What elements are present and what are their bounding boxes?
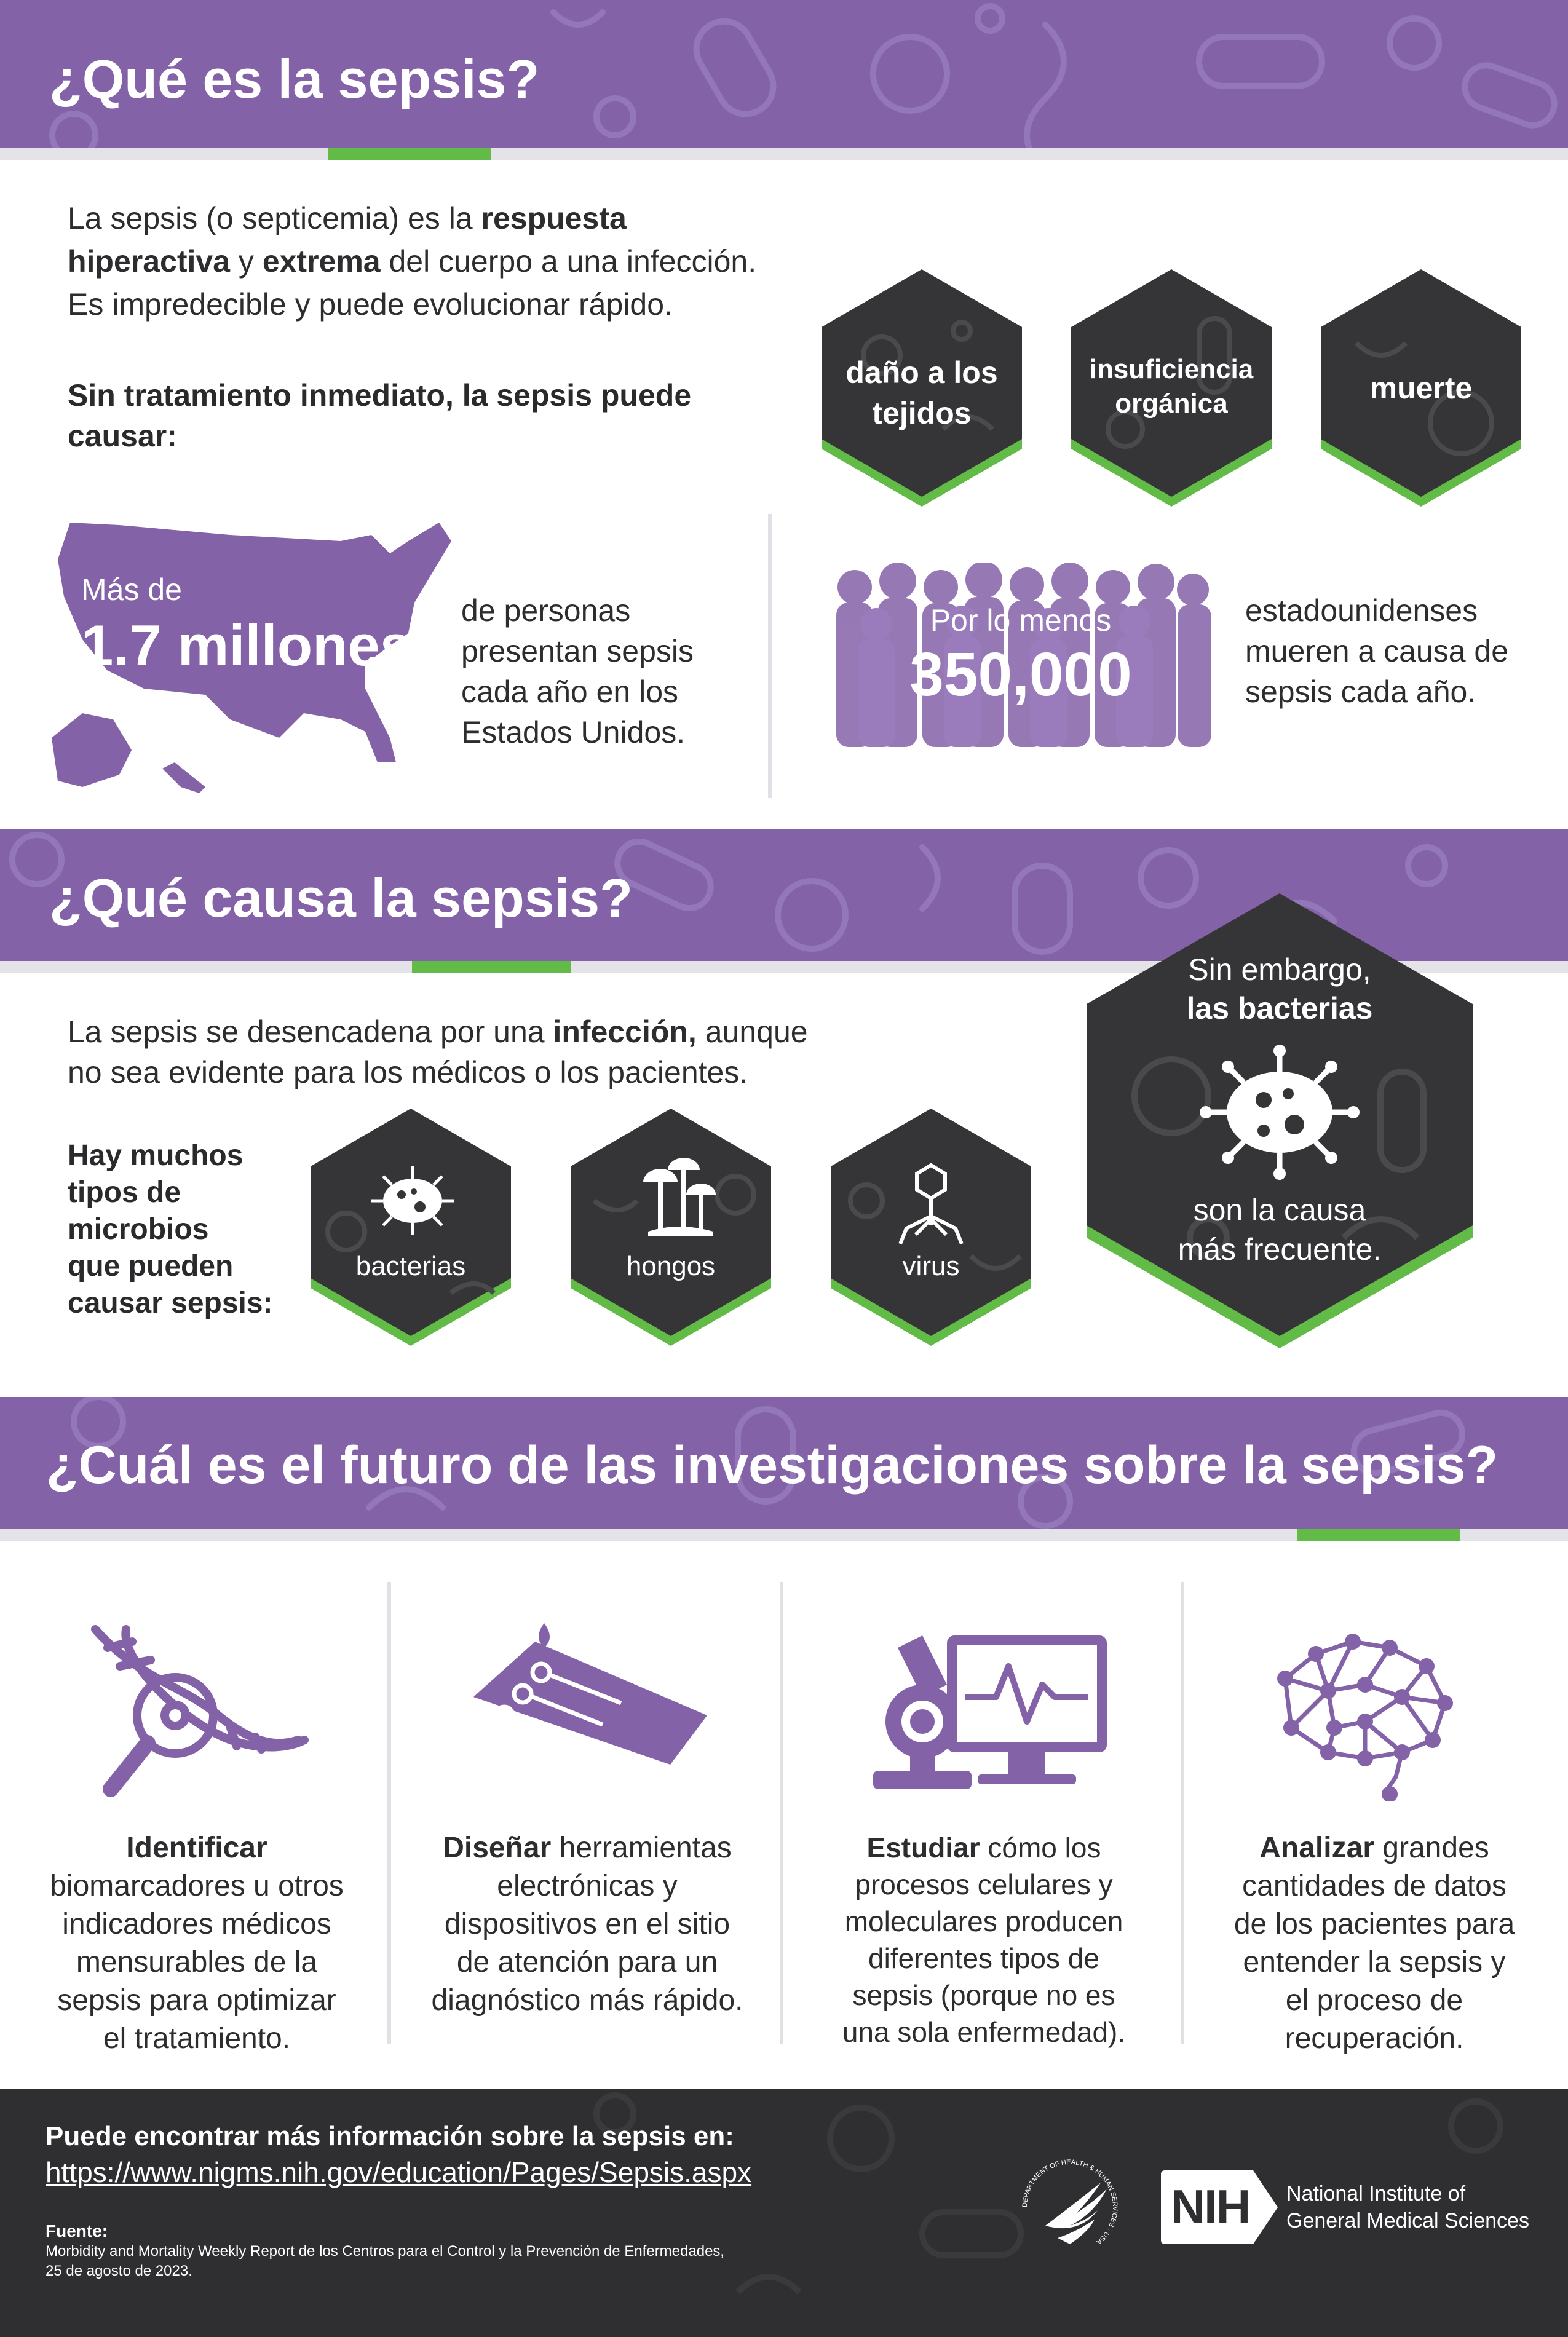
- section1-title: ¿Qué es la sepsis?: [49, 49, 540, 109]
- section1-accent-bar: [328, 148, 491, 160]
- section3-title: ¿Cuál es el futuro de las investigaciones sobre la sepsis?: [46, 1436, 1499, 1495]
- stat-usa-prefix: Más de: [81, 572, 182, 607]
- test-strip-icon: [473, 1623, 707, 1771]
- microbe-hex-bacteria: bacterias: [309, 1109, 512, 1348]
- stat-crowd-description: estadounidenses mueren a causa de sepsis cada año.: [1245, 593, 1509, 709]
- stat-crowd-prefix: Por lo menos: [930, 603, 1112, 638]
- stat-usa-value: 1.7 millones: [81, 613, 413, 678]
- nih-logo: NIH: [1161, 2170, 1278, 2244]
- section2-accent-bar: [412, 961, 571, 973]
- bacteria-icon: [371, 1166, 454, 1235]
- research-col-analyze: Analizar grandes cantidades de datos de los pacientes para entender la sepsis y el proceso de recuperación.: [1233, 1832, 1515, 2055]
- source-label: Fuente:: [46, 2221, 108, 2240]
- section1-strip: [0, 148, 1568, 160]
- footer: [0, 2089, 1568, 2337]
- section3-banner: [0, 1397, 1568, 1529]
- more-info-link[interactable]: https://www.nigms.nih.gov/education/Pages/Sepsis.aspx: [46, 2156, 752, 2188]
- svg-text:DEPARTMENT OF HEALTH & HUMAN S: DEPARTMENT OF HEALTH & HUMAN SERVICES · USA: [1021, 2158, 1119, 2246]
- dna-magnifier-icon: [83, 1623, 311, 1808]
- research-col-study: Estudiar cómo los procesos celulares y moleculares producen diferentes tipos de sepsis (porque no es una sola enfermedad).: [842, 1832, 1126, 2048]
- causes-heading: Sin tratamiento inmediato, la sepsis puede causar:: [68, 378, 692, 453]
- microbe-hex-fungi: hongos: [569, 1109, 772, 1348]
- microbes-heading: Hay muchos tipos de microbios que pueden causar sepsis:: [68, 1139, 273, 1319]
- bacteria-large-icon: [1200, 1045, 1360, 1180]
- section2-title: ¿Qué causa la sepsis?: [49, 868, 633, 928]
- column-divider: [387, 1582, 391, 2044]
- institute-name: National Institute of General Medical Sciences: [1286, 2182, 1529, 2232]
- stat-crowd-value: 350,000: [909, 640, 1132, 709]
- outcome-hex-death: muerte: [1320, 269, 1522, 509]
- section1-intro: La sepsis (o septicemia) es la respuesta hiperactiva y extrema del cuerpo a una infección. Es impredecible y puede evolucionar rápido.: [68, 201, 757, 322]
- section3-accent-bar: [1297, 1529, 1460, 1541]
- research-col-design: Diseñar herramientas electrónicas y dispositivos en el sitio de atención para un diagnóstico más rápido.: [431, 1832, 743, 2017]
- outcome-hex-organ-failure: insuficiencia orgánica: [1070, 269, 1273, 509]
- stat-usa-description: de personas presentan sepsis cada año en los Estados Unidos.: [461, 593, 694, 749]
- section2-intro: La sepsis se desencadena por una infección, aunque no sea evidente para los médicos o los pacientes.: [68, 1014, 808, 1089]
- microbe-hex-virus: virus: [830, 1109, 1032, 1348]
- outcome-hex-tissue: daño a los tejidos: [820, 269, 1023, 509]
- bacteria-callout-hex: Sin embargo, las bacterias son la causa más frecuente.: [1085, 893, 1474, 1350]
- microscope-monitor-icon: [873, 1629, 1113, 1795]
- column-divider: [780, 1582, 783, 2044]
- brain-network-icon: [1267, 1629, 1457, 1801]
- hhs-seal-icon: [1008, 2146, 1131, 2269]
- stat-divider: [768, 514, 772, 798]
- research-col-identify: Identificar biomarcadores u otros indicadores médicos mensurables de la sepsis para optimizar el tratamiento.: [50, 1832, 344, 2055]
- source-line-2: 25 de agosto de 2023.: [46, 2263, 192, 2279]
- source-line-1: Morbidity and Mortality Weekly Report de los Centros para el Control y la Prevención de Enfermedades,: [46, 2243, 725, 2260]
- column-divider: [1181, 1582, 1184, 2044]
- section1-banner: [0, 0, 1568, 148]
- more-info-heading: Puede encontrar más información sobre la sepsis en:: [46, 2121, 734, 2151]
